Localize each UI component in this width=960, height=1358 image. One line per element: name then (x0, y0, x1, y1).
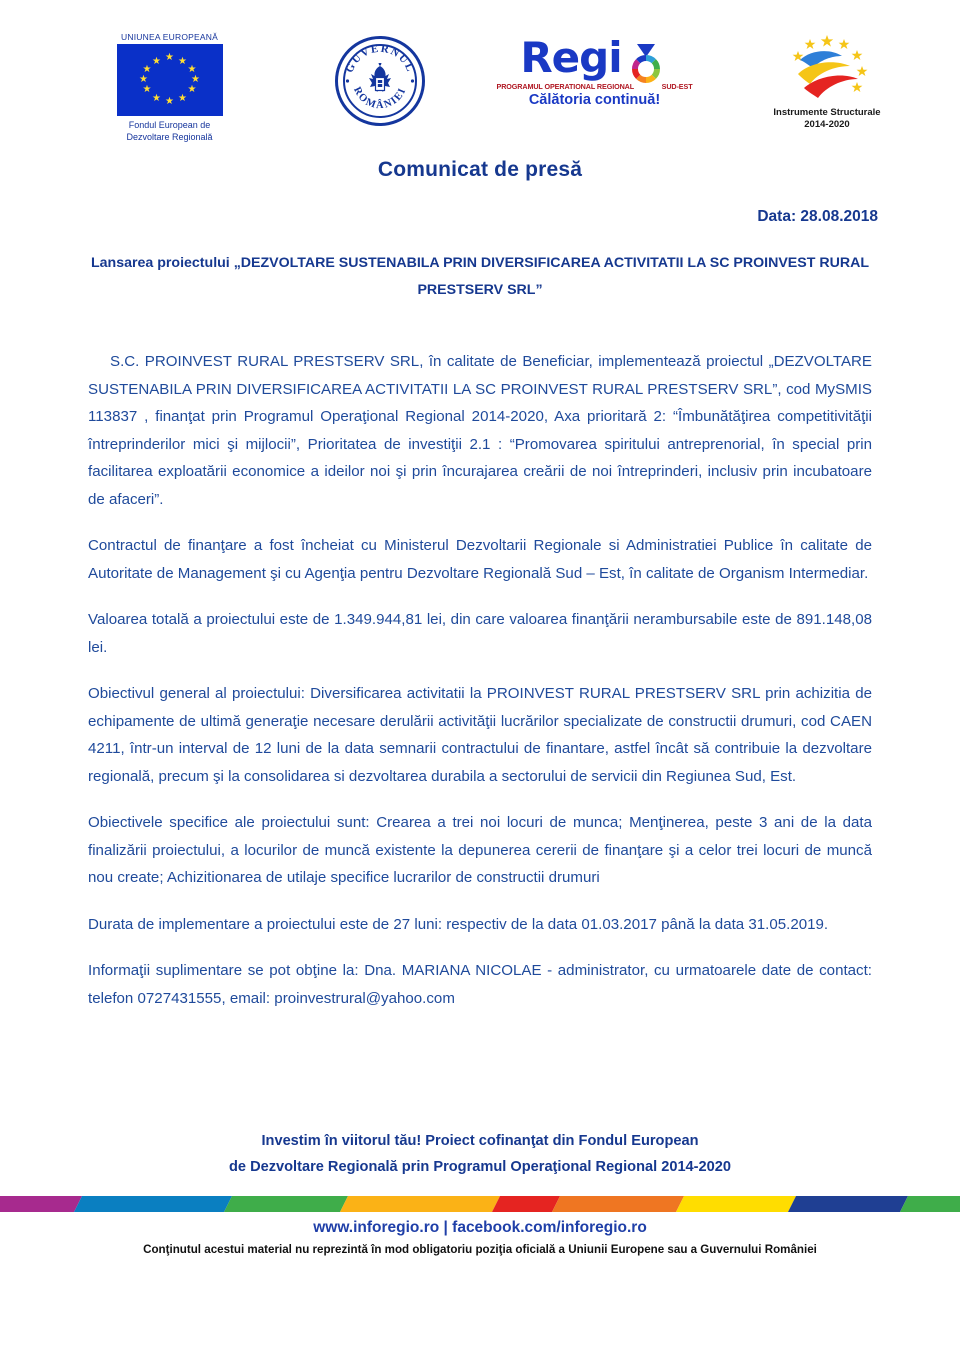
paragraph-duration: Durata de implementare a proiectului este de 27 luni: respectiv de la data 01.03.2017 până la data 31.05.2019. (88, 915, 829, 933)
government-seal-icon (335, 36, 425, 126)
regio-wordmark: Regi (520, 33, 622, 82)
stripe-segment-amber (340, 1196, 500, 1212)
stripe-segment-yellow (676, 1196, 796, 1212)
stripe-segment-navy (788, 1196, 908, 1212)
paragraph-contract: Contractul de finanţare a fost încheiat cu Ministerul Dezvoltarii Regionale si Administratiei Publice în calitate de Autoritate de Management şi cu Agenţia pentru Dezvoltare Regională Sud – Est, în calitate de Organism Intermediar. (88, 537, 872, 582)
is-caption-line2: 2014-2020 (804, 119, 850, 130)
stripe-segment-magenta (0, 1196, 82, 1212)
page-title: Comunicat de presă (377, 158, 583, 181)
document-body (88, 348, 872, 1012)
paragraph-specific-objectives: Obiectivele specifice ale proiectului sunt: Crearea a trei noi locuri de munca; Menţinerea, peste 3 ani de la data finalizării proiectului, a locurilor de muncă existente la depunerea cererii de finanţare şi a celor trei locuri de muncă nou create; Achizitionarea de utilaje specifice lucrarilor de constructii drumuri (88, 814, 872, 886)
regio-program-text: PROGRAMUL OPERATIONAL REGIONAL (496, 82, 635, 91)
stripe-segment-blue (74, 1196, 232, 1212)
footer-website-link[interactable]: www.inforegio.ro | facebook.com/inforegio.ro (313, 1219, 647, 1236)
closing-line-1: Investim în viitorul tău! Proiect cofinanţat din Fondul European (261, 1133, 699, 1149)
project-title-heading: Lansarea proiectului „DEZVOLTARE SUSTENABILA PRIN DIVERSIFICAREA ACTIVITATII LA SC PROINVEST RURAL PRESTSERV SRL” (90, 255, 869, 298)
svg-text:ROMÂNIEI: ROMÂNIEI (351, 85, 409, 112)
stripe-segment-orange (552, 1196, 684, 1212)
structural-instruments-icon (772, 32, 882, 106)
paragraph-contact: Informaţii suplimentare se pot obţine la: Dna. MARIANA NICOLAE - administrator, cu urmatoarele date de contact: telefon 0727431555, email: proinvestrural@yahoo.com (88, 962, 872, 1007)
stripe-segment-green (224, 1196, 348, 1212)
regio-region-text: SUD-EST (661, 82, 693, 91)
regio-logo (487, 32, 702, 108)
eu-logo (62, 32, 277, 143)
document-date: Data: 28.08.2018 (757, 208, 878, 225)
color-stripe-band (0, 1192, 960, 1212)
eu-subtitle-line1: Fondul European de (128, 120, 211, 130)
eu-subtitle-line2: Dezvoltare Regională (126, 132, 213, 142)
stripe-segment-green-2 (900, 1196, 960, 1212)
government-of-romania-logo (305, 32, 455, 126)
is-caption-line1: Instrumente Structurale (773, 107, 881, 118)
svg-text:GUVERNUL: GUVERNUL (343, 42, 417, 75)
eu-flag-icon: ★ ★ ★ ★ ★ ★ ★ ★ ★ ★ ★ ★ (117, 44, 223, 116)
instrumente-structurale-logo (732, 32, 922, 131)
structural-instruments-caption (773, 107, 880, 131)
regio-tagline: Călătoria continuă! (528, 92, 661, 108)
eu-logo-title: UNIUNEA EUROPEANĂ (121, 32, 218, 42)
footer-disclaimer: Conţinutul acestui material nu reprezintă în mod obligatoriu poziţia oficială a Uniunii Europene sau a Guvernului României (143, 1243, 817, 1256)
eu-logo-subtitle (126, 119, 212, 143)
footer-closing-statement (0, 1128, 960, 1180)
paragraph-intro: S.C. PROINVEST RURAL PRESTSERV SRL, în calitate de Beneficiar, implementează proiectul „DEZVOLTARE SUSTENABILA PRIN DIVERSIFICAREA ACTIVITATII LA SC PROINVEST RURAL PRESTSERV SRL”, cod MySMIS 113837 , finanţat prin Programul Operaţional Regional 2014-2020, Axa prioritară 2: “Îmbunătăţirea competitivităţii întreprinderilor mici şi mijlocii”, Prioritatea de investiţii 2.1 : “Promovarea spiritului antreprenorial, în special prin facilitarea exploatării economice a ideilor noi şi prin încurajarea creării de noi întreprinderi, inclusiv prin incubatoare de afaceri”. (88, 353, 872, 508)
paragraph-general-objective: Obiectivul general al proiectului: Diversificarea activitatii la PROINVEST RURAL PRESTSERV SRL prin achizitia de echipamente de ultimă generaţie necesare derulării activităţii lucrărilor specializate de constructii drumuri, cod CAEN 4211, într-un interval de 12 luni de la data semnarii contractului de finantare, astfel încât să contribuie la dezvoltare regională, precum şi la consolidarea si dezvoltarea durabila a sectorului de servicii din Regiunea Sud, Est. (88, 685, 872, 785)
paragraph-value: Valoarea totală a proiectului este de 1.349.944,81 lei, din care valoarea finanţării nerambursabile este de 891.148,08 lei. (88, 611, 872, 656)
stripe-segment-red (492, 1196, 560, 1212)
logo-header-bar (0, 32, 960, 152)
closing-line-2: de Dezvoltare Regională prin Programul Operaţional Regional 2014-2020 (228, 1159, 732, 1175)
regio-color-wheel-icon (623, 32, 669, 84)
